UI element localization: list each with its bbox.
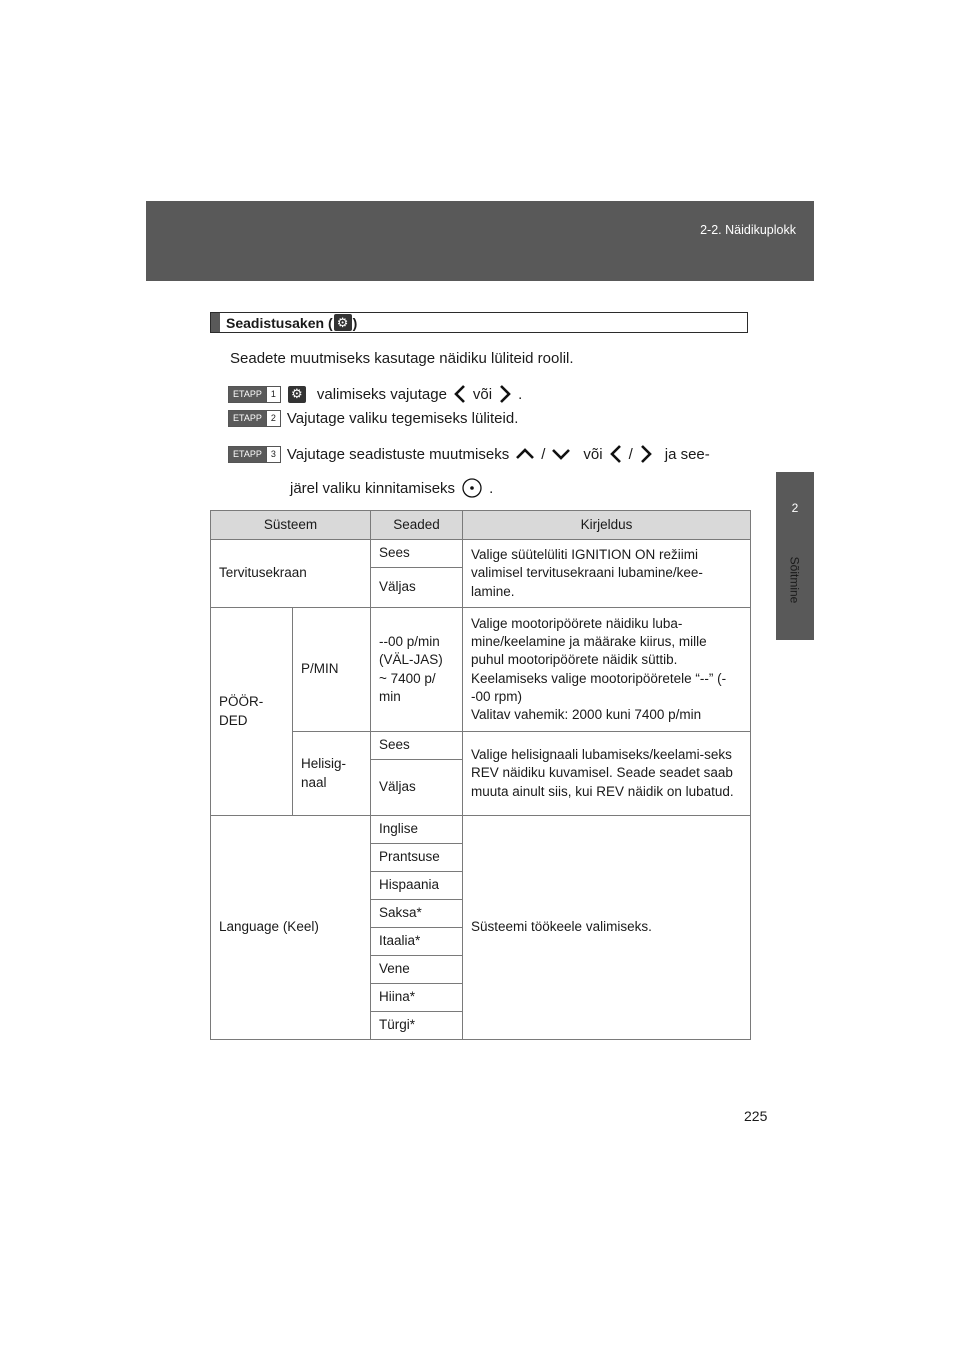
step-3-continuation <box>290 477 493 499</box>
step-2 <box>228 410 518 427</box>
step-1-badge: ETAPP 1 <box>228 386 281 403</box>
setting-cell: Sees <box>371 732 463 760</box>
page-number: 225 <box>744 1108 768 1124</box>
step-3-cont-text: järel valiku kinnitamiseks <box>290 479 456 497</box>
chevron-down-icon <box>551 447 571 461</box>
language-option: Itaalia* <box>371 928 463 956</box>
step-3-slash-1: / <box>541 445 546 463</box>
subsystem-cell: Helisig- naal <box>293 732 371 816</box>
settings-window-heading <box>210 312 748 333</box>
gear-icon: ⚙ <box>334 314 352 331</box>
col-header-system: Süsteem <box>211 511 371 540</box>
system-cell: Language (Keel) <box>211 816 371 1040</box>
subsystem-cell: P/MIN <box>293 608 371 732</box>
chevron-left-icon <box>609 444 623 464</box>
step-2-text: Vajutage valiku tegemiseks lüliteid. <box>286 410 519 427</box>
col-header-description: Kirjeldus <box>463 511 751 540</box>
chapter-label: Sõitmine <box>787 556 801 604</box>
description-cell: Valige mootoripöörete näidiku luba-mine/keelamine ja määrake kiirus, mille puhul mootoripöörete näidik süttib. Keelamiseks valige mootoripööretele “--” (--00 rpm) Valitav vahemik: 2000 kuni 7400 p/min <box>463 608 751 732</box>
description-cell: Süsteemi töökeele valimiseks. <box>463 816 751 1040</box>
language-option: Hiina* <box>371 984 463 1012</box>
section-title-header: 2-2. Näidikuplokk <box>700 223 796 237</box>
heading-bar <box>211 313 220 332</box>
table-row <box>211 816 751 844</box>
language-option: Vene <box>371 956 463 984</box>
step-1-text-a: valimiseks vajutage <box>316 385 447 403</box>
step-1-text-b: või <box>472 385 493 403</box>
system-cell: Tervitusekraan <box>211 540 371 608</box>
step-1 <box>228 384 522 404</box>
description-cell: Valige süütelüliti IGNITION ON režiimi valimisel tervitusekraani lubamine/kee-lamine. <box>463 540 751 608</box>
step-3-cont-end: . <box>489 479 494 497</box>
heading-prefix: Seadistusaken ( <box>226 314 333 331</box>
setting-cell: Väljas <box>371 760 463 816</box>
language-option: Saksa* <box>371 900 463 928</box>
table-row <box>211 540 751 568</box>
language-option: Prantsuse <box>371 844 463 872</box>
chevron-right-icon <box>498 384 512 404</box>
setting-cell: --00 p/min (VÄL-JAS) ~ 7400 p/ min <box>371 608 463 732</box>
table-row <box>211 608 751 732</box>
chevron-left-icon <box>453 384 467 404</box>
chevron-up-icon <box>515 447 535 461</box>
step-3-text-a: Vajutage seadistuste muutmiseks <box>286 445 510 463</box>
step-3 <box>228 444 710 464</box>
chapter-label-wrap <box>774 550 814 610</box>
settings-table <box>210 510 751 1040</box>
language-option: Hispaania <box>371 872 463 900</box>
system-cell: PÖÖR- DED <box>211 608 293 816</box>
chapter-number: 2 <box>791 501 799 515</box>
step-3-slash-2: / <box>628 445 633 463</box>
step-3-badge: ETAPP 3 <box>228 446 281 463</box>
language-option: Türgi* <box>371 1012 463 1040</box>
table-header-row <box>211 511 751 540</box>
col-header-settings: Seaded <box>371 511 463 540</box>
header-band <box>146 201 814 281</box>
setting-cell: Sees <box>371 540 463 568</box>
chevron-right-icon <box>639 444 653 464</box>
description-cell: Valige helisignaali lubamiseks/keelami-seks REV näidiku kuvamisel. Seade seadet saab muuta ainult siis, kui REV näidik on lubatud. <box>463 732 751 816</box>
step-3-text-b: ja see- <box>664 445 710 463</box>
step-1-text-c: . <box>518 385 523 403</box>
heading-suffix: ) <box>352 314 358 331</box>
step-2-badge: ETAPP 2 <box>228 410 281 427</box>
intro-text: Seadete muutmiseks kasutage näidiku lüliteid roolil. <box>230 350 574 367</box>
circle-dot-icon <box>461 477 483 499</box>
setting-cell: Väljas <box>371 568 463 608</box>
gear-icon: ⚙ <box>288 386 306 403</box>
language-option: Inglise <box>371 816 463 844</box>
step-3-or: või <box>583 445 603 463</box>
